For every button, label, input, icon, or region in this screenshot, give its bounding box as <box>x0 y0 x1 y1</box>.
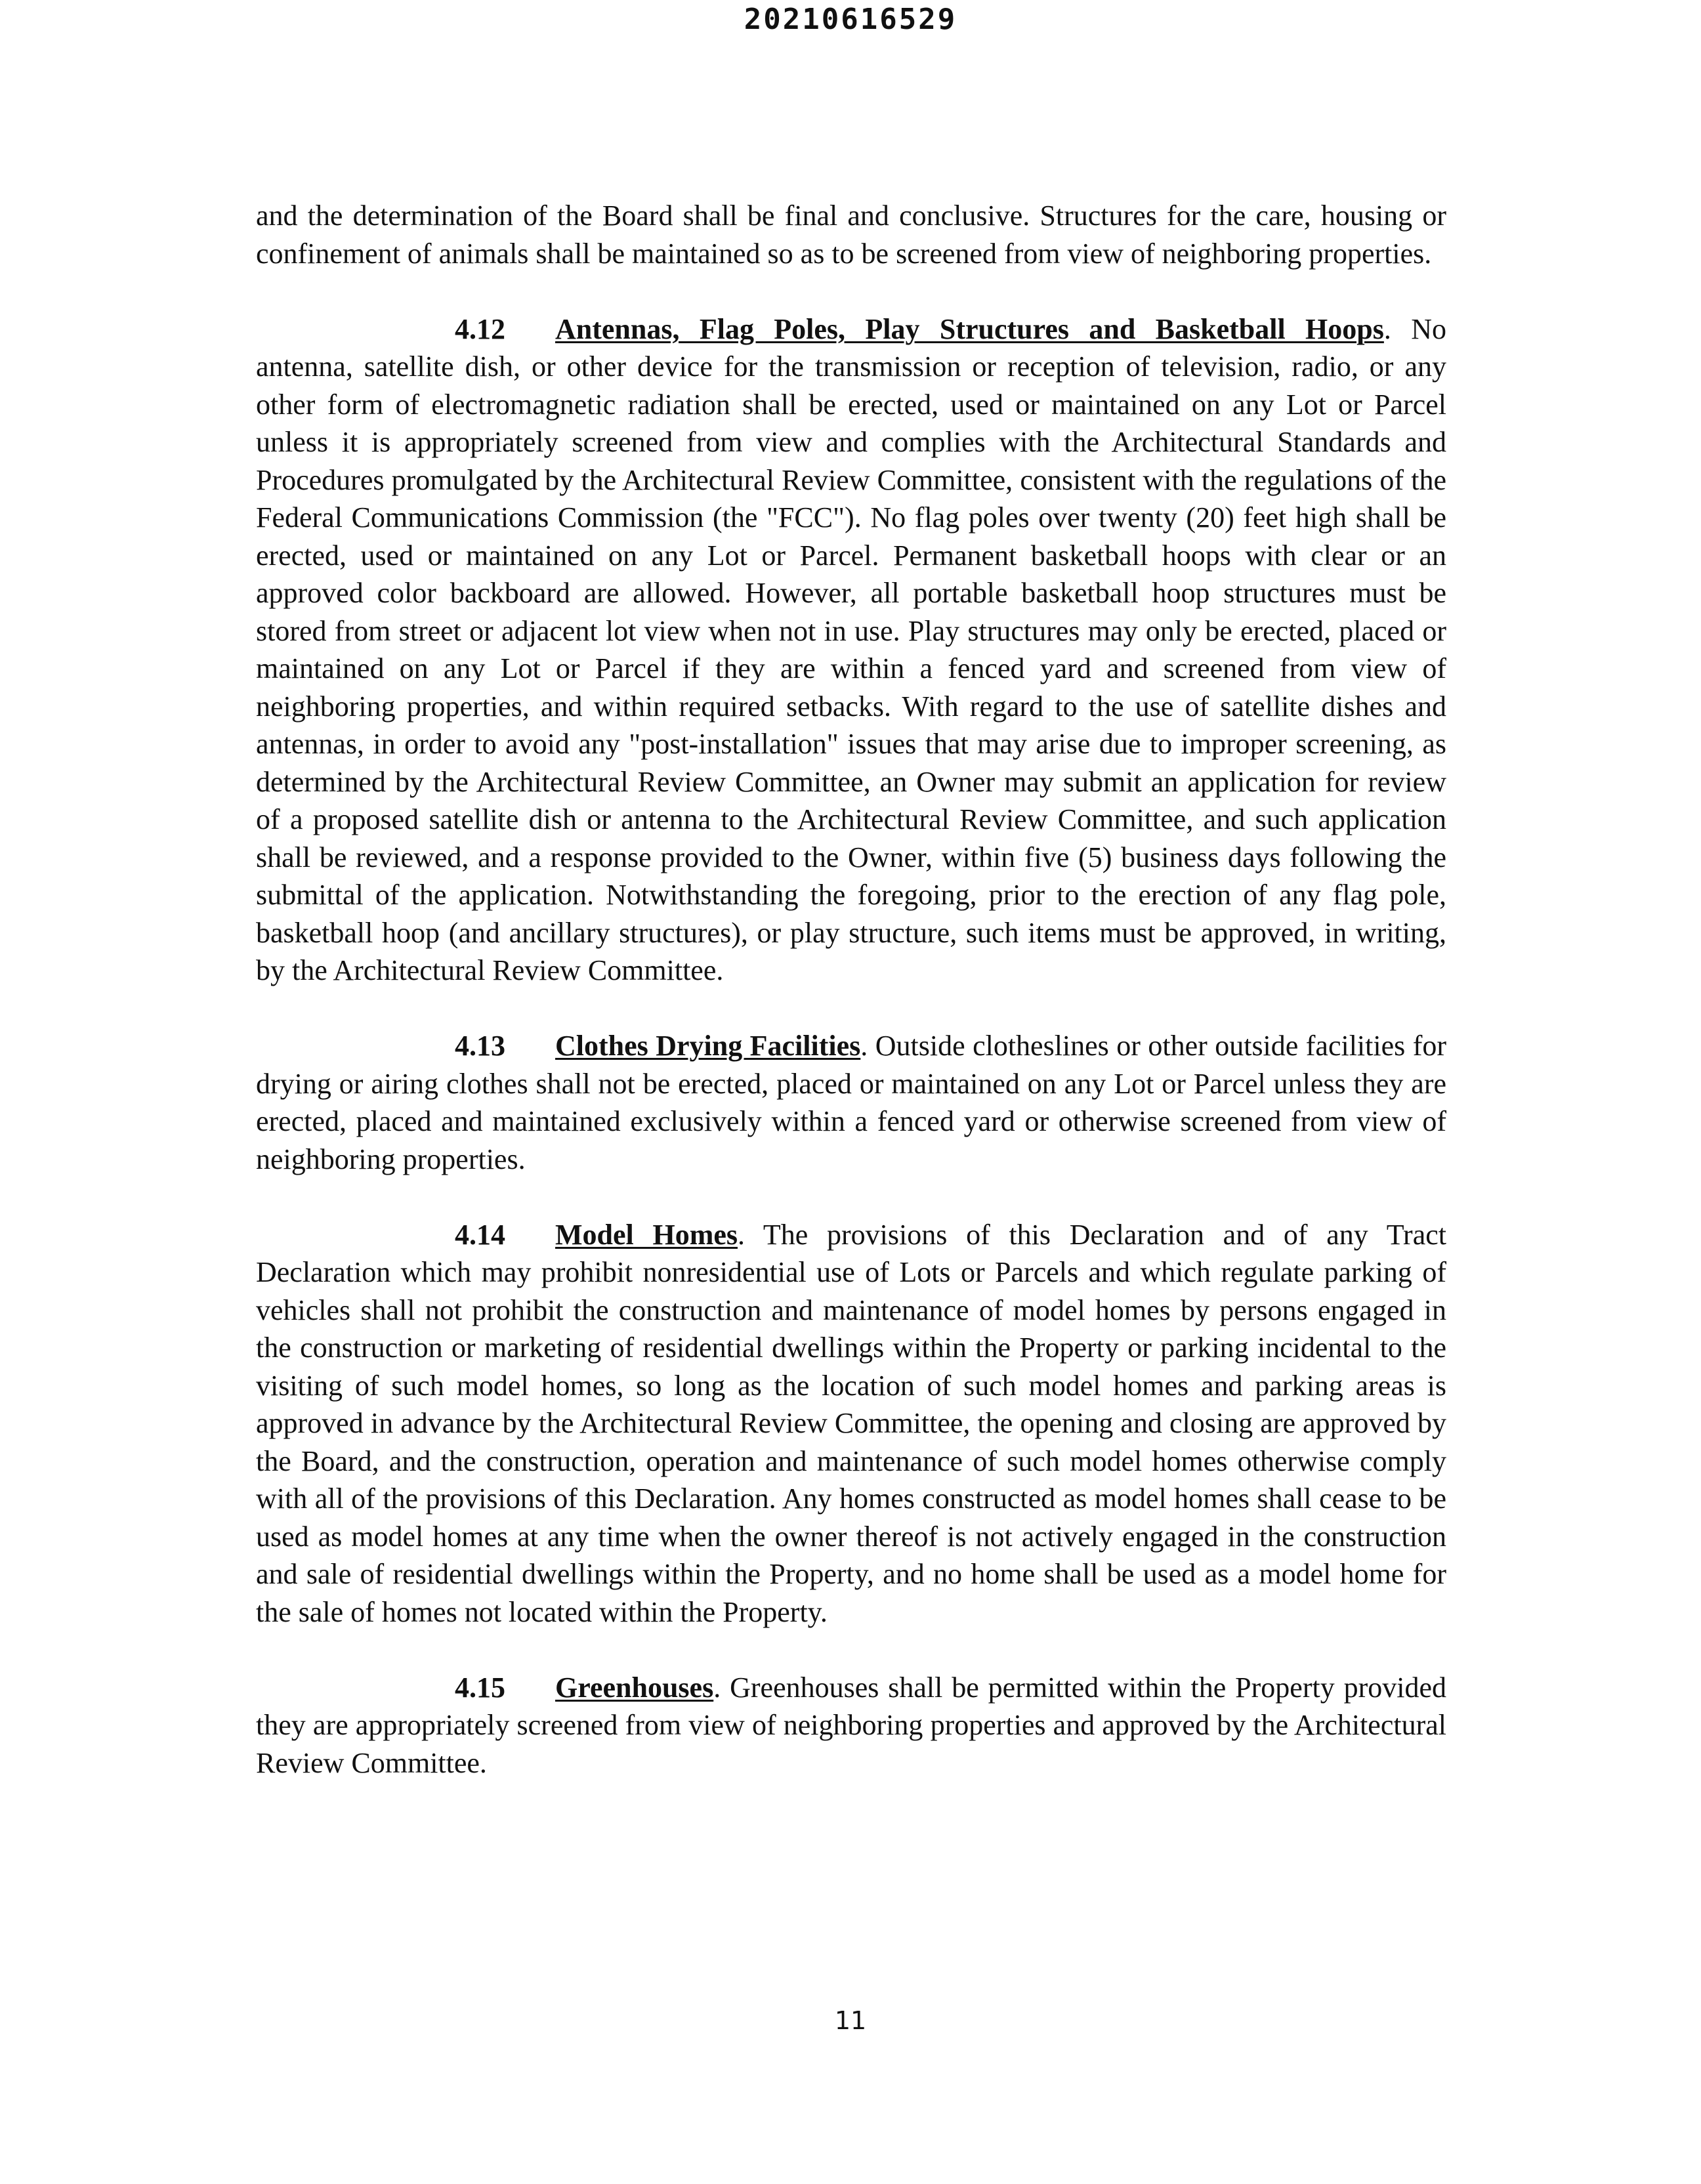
section-title: Greenhouses <box>555 1671 714 1704</box>
paragraph-gap <box>256 990 1446 1028</box>
paragraph-gap <box>256 272 1446 310</box>
section-4-13 <box>256 1027 1446 1178</box>
section-title: Clothes Drying Facilities <box>555 1030 861 1062</box>
paragraph-gap <box>256 1631 1446 1669</box>
section-body: . Greenhouses shall be permitted within the Property provided they are appropriately screened from view of neighboring properties and approved by the Architectural Review Committee. <box>256 1671 1446 1779</box>
section-number: 4.15 <box>455 1671 505 1704</box>
section-body: . Outside clotheslines or other outside facilities for drying or airing clothes shall not be erected, placed or maintained on any Lot or Parcel unless they are erected, placed and maintained exclusively within a fenced yard or otherwise screened from view of neighboring properties. <box>256 1030 1447 1175</box>
section-title: Model Homes <box>555 1218 738 1251</box>
section-number: 4.14 <box>455 1218 505 1251</box>
section-body: . The provisions of this Declaration and of any Tract Declaration which may prohibit nonresidential use of Lots or Parcels and which regulate parking of vehicles shall not prohibit the construction and maintenance of model homes by persons engaged in the construction or marketing of residential dwellings within the Property or parking incidental to the visiting of such model homes, so long as the location of such model homes and parking areas is approved in advance by the Architectural Review Committee, the opening and closing are approved by the Board, and the construction, operation and maintenance of such model homes otherwise comply with all of the provisions of this Declaration. Any homes constructed as model homes shall cease to be used as model homes at any time when the owner thereof is not actively engaged in the construction and sale of residential dwellings within the Property, and no home shall be used as a model home for the sale of homes not located within the Property. <box>256 1218 1446 1628</box>
section-4-15 <box>256 1669 1446 1782</box>
section-4-14 <box>256 1216 1446 1631</box>
page-body <box>256 197 1446 1782</box>
section-body: . No antenna, satellite dish, or other device for the transmission or reception of television, radio, or any other form of electromagnetic radiation shall be erected, used or maintained on any Lot or Parcel unless it is appropriately screened from view and complies with the Architectural Standards and Procedures promulgated by the Architectural Review Committee, consistent with the regulations of the Federal Communications Commission (the "FCC"). No flag poles over twenty (20) feet high shall be erected, used or maintained on any Lot or Parcel. Permanent basketball hoops with clear or an approved color backboard are allowed. However, all portable basketball hoop structures must be stored from street or adjacent lot view when not in use. Play structures may only be erected, placed or maintained on any Lot or Parcel if they are within a fenced yard and screened from view of neighboring properties, and within required setbacks. With regard to the use of satellite dishes and antennas, in order to avoid any "post-installation" issues that may arise due to improper screening, as determined by the Architectural Review Committee, an Owner may submit an application for review of a proposed satellite dish or antenna to the Architectural Review Committee, and such application shall be reviewed, and a response provided to the Owner, within five (5) business days following the submittal of the application. Notwithstanding the foregoing, prior to the erection of any flag pole, basketball hoop (and ancillary structures), or play structure, such items must be approved, in writing, by the Architectural Review Committee. <box>256 312 1446 986</box>
document-number: 20210616529 <box>744 3 957 36</box>
section-4-12 <box>256 310 1446 990</box>
section-title: Antennas, Flag Poles, Play Structures and Basketball Hoops <box>555 312 1384 345</box>
section-number: 4.13 <box>455 1030 505 1062</box>
section-number: 4.12 <box>455 312 505 345</box>
paragraph-gap <box>256 1178 1446 1216</box>
intro-paragraph: and the determination of the Board shall be final and conclusive. Structures for the care, housing or confinement of animals shall be maintained so as to be screened from view of neighboring properties. <box>256 200 1446 270</box>
page-number: 11 <box>834 2006 867 2035</box>
